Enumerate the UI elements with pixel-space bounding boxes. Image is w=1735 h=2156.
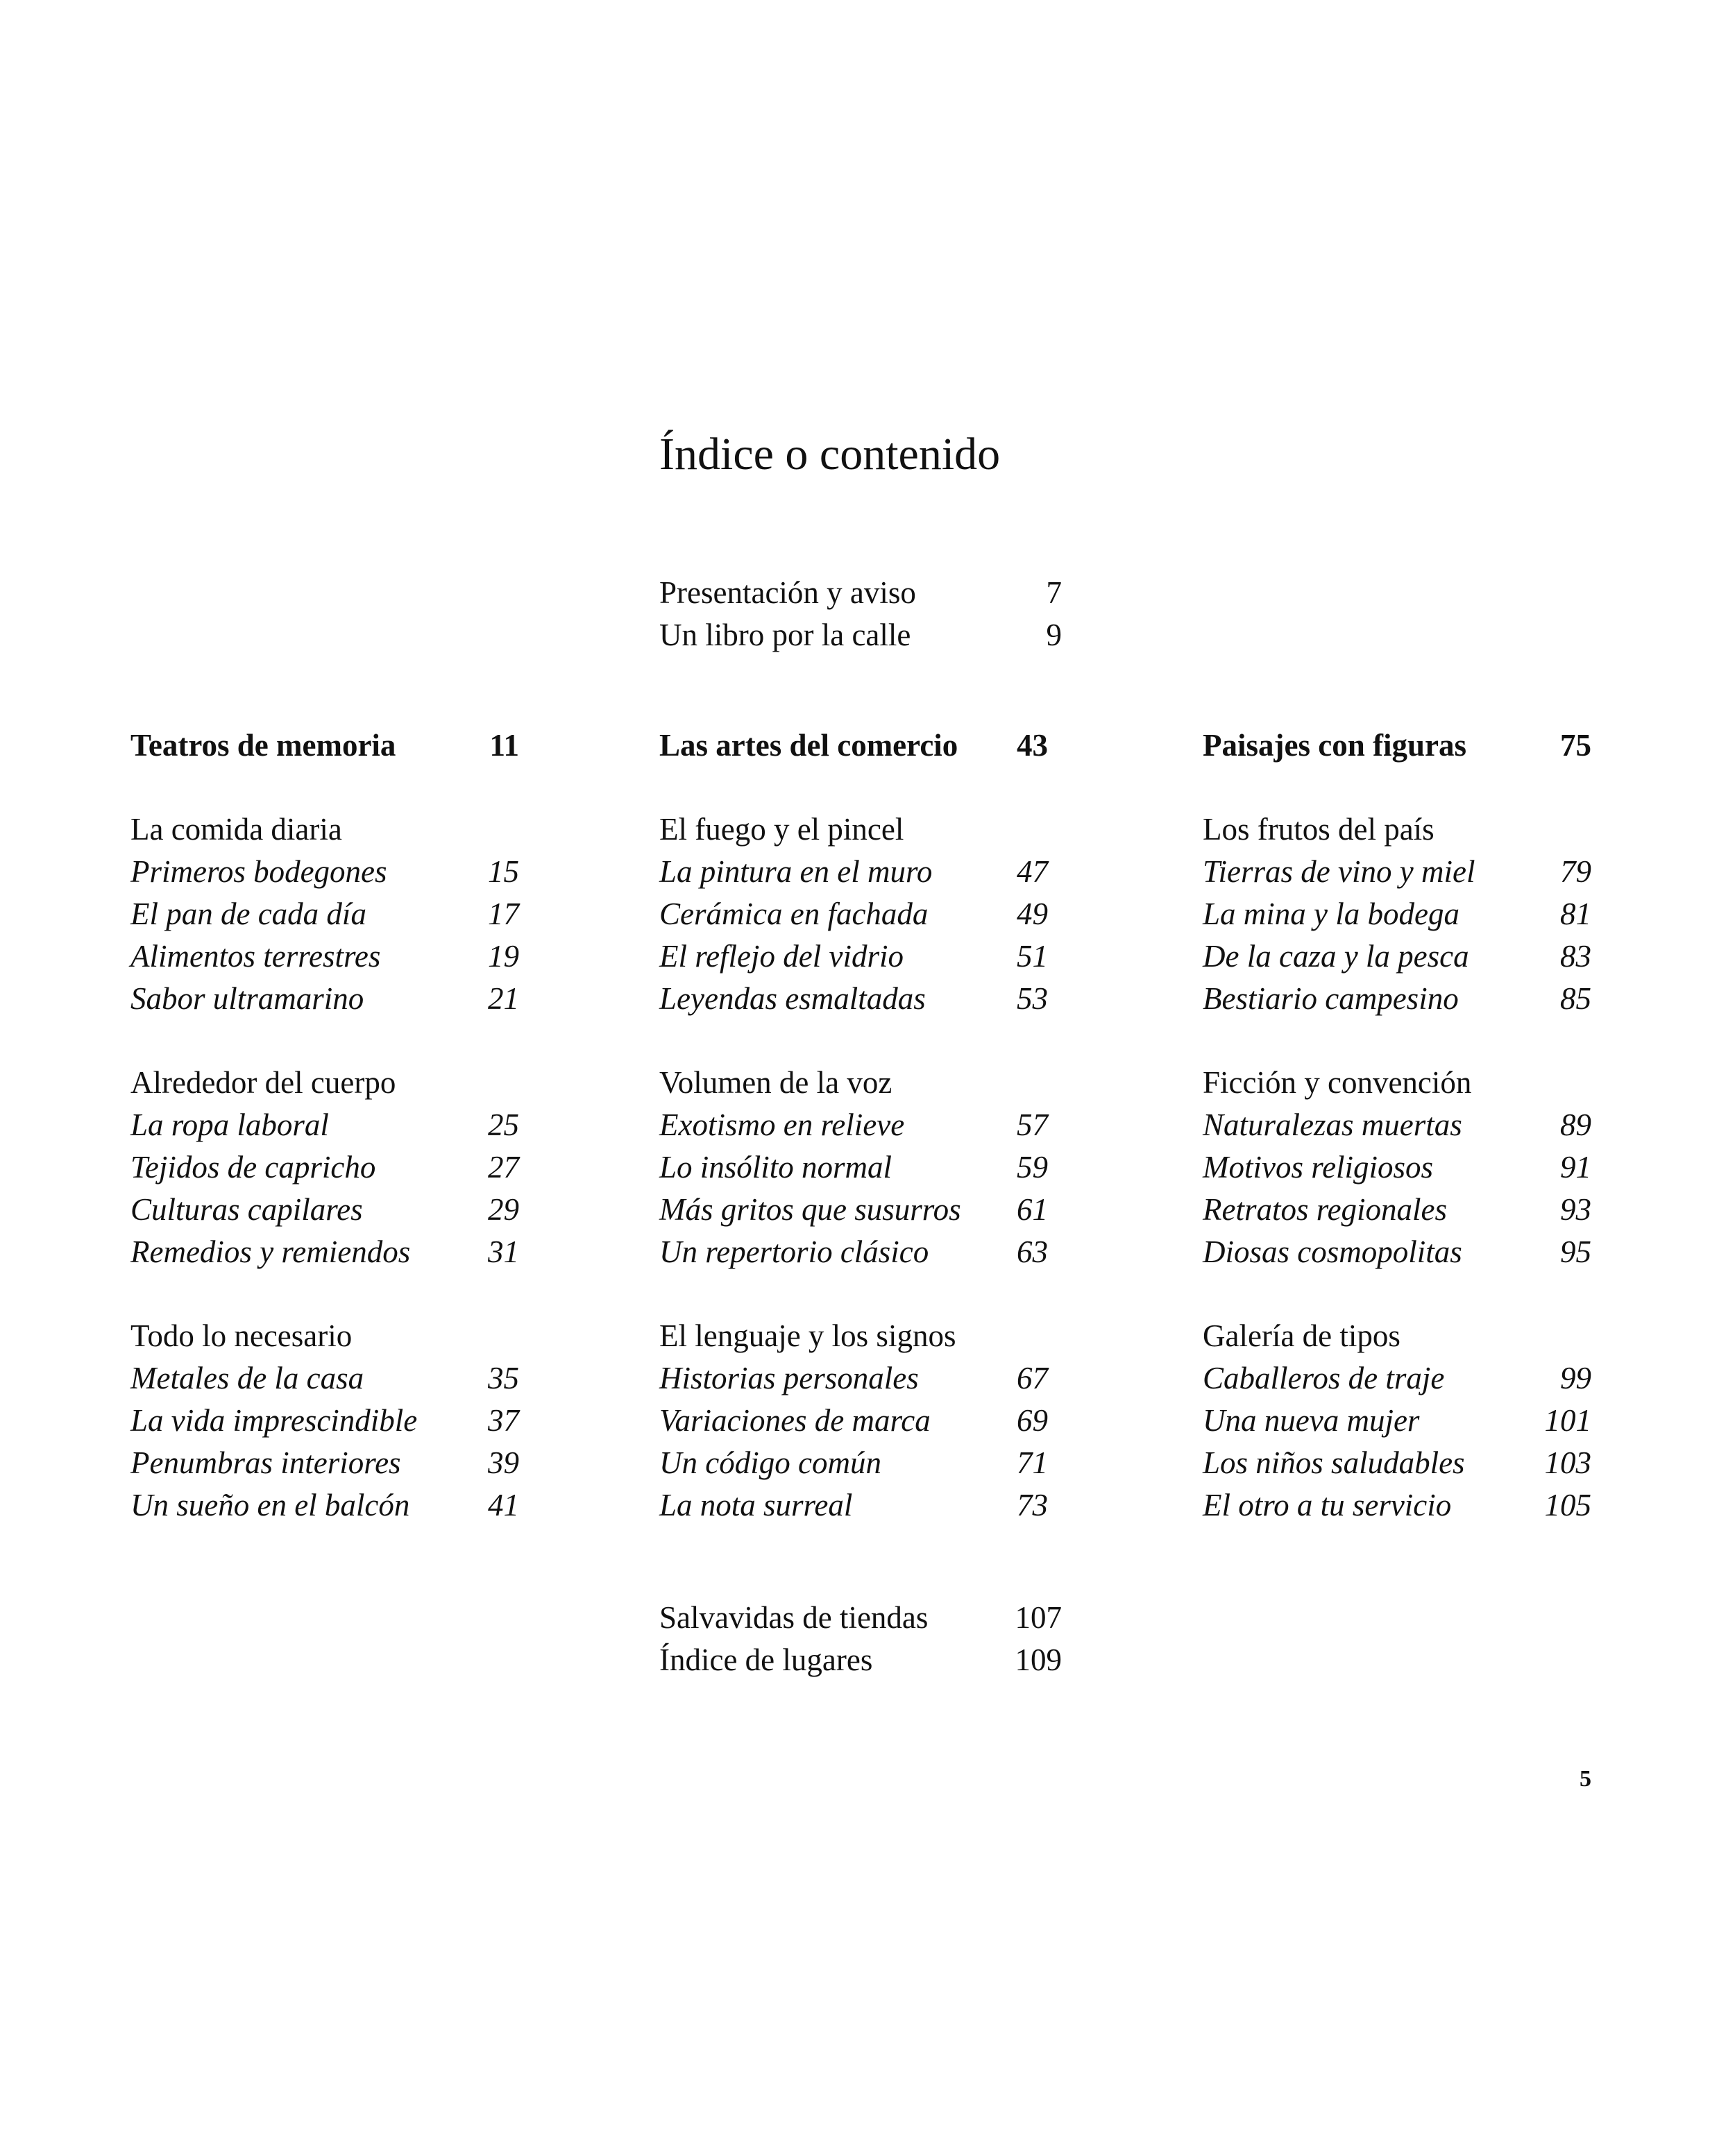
- chapter-entry[interactable]: [130, 1487, 519, 1529]
- entry-page: 37: [488, 1403, 519, 1438]
- chapter-entry[interactable]: [1203, 981, 1591, 1023]
- entry-title: Leyendas esmaltadas: [659, 981, 926, 1016]
- chapter-entry[interactable]: [1203, 1487, 1591, 1529]
- section-heading[interactable]: [659, 1318, 1048, 1360]
- section-group: [130, 811, 519, 1023]
- chapter-entry[interactable]: [130, 1191, 519, 1234]
- entry-title: Una nueva mujer: [1203, 1403, 1420, 1438]
- chapter-entry[interactable]: [130, 981, 519, 1023]
- entry-page: 101: [1544, 1403, 1591, 1438]
- entry-page: 29: [488, 1192, 519, 1227]
- section-group: [1203, 1064, 1591, 1276]
- chapter-entry[interactable]: [130, 1360, 519, 1402]
- page-number: 5: [1580, 1766, 1591, 1792]
- entry-page: 59: [1017, 1150, 1048, 1185]
- entry-page: 73: [1017, 1488, 1048, 1522]
- entry-page: 57: [1017, 1107, 1048, 1142]
- chapter-entry[interactable]: [659, 1191, 1048, 1234]
- entry-page: 11: [489, 728, 519, 763]
- chapter-entry[interactable]: [130, 896, 519, 938]
- entry-page: 15: [488, 854, 519, 889]
- entry-page: 99: [1560, 1361, 1591, 1395]
- chapter-entry[interactable]: [659, 1360, 1048, 1402]
- toc-entry[interactable]: [659, 575, 1062, 617]
- entry-page: 17: [488, 897, 519, 931]
- section-heading-text: Alrededor del cuerpo: [130, 1065, 396, 1100]
- section-heading[interactable]: [659, 1064, 1048, 1107]
- entry-title: El pan de cada día: [130, 897, 366, 931]
- section-heading-text: La comida diaria: [130, 812, 342, 847]
- section-heading-text: Galería de tipos: [1203, 1318, 1400, 1353]
- section-heading-text: Todo lo necesario: [130, 1318, 353, 1353]
- toc-entry[interactable]: [659, 1642, 1062, 1684]
- entry-page: 39: [488, 1445, 519, 1480]
- chapter-entry[interactable]: [659, 1402, 1048, 1445]
- entry-title: Más gritos que susurros: [659, 1192, 961, 1227]
- section-heading-text: Ficción y convención: [1203, 1065, 1472, 1100]
- chapter-entry[interactable]: [1203, 1445, 1591, 1487]
- entry-page: 69: [1017, 1403, 1048, 1438]
- toc-entry[interactable]: [659, 1599, 1062, 1642]
- section-heading[interactable]: [659, 811, 1048, 854]
- entry-title: Lo insólito normal: [659, 1150, 892, 1185]
- entry-title: Los niños saludables: [1203, 1445, 1465, 1480]
- chapter-entry[interactable]: [1203, 938, 1591, 981]
- entry-title: Metales de la casa: [130, 1361, 364, 1395]
- entry-title: El otro a tu servicio: [1203, 1488, 1452, 1522]
- entry-page: 53: [1017, 981, 1048, 1016]
- entry-page: 19: [488, 939, 519, 974]
- chapter-entry[interactable]: [1203, 1234, 1591, 1276]
- entry-title: La mina y la bodega: [1203, 897, 1459, 931]
- entry-title: Tejidos de capricho: [130, 1150, 376, 1185]
- entry-title: Salvavidas de tiendas: [659, 1600, 929, 1635]
- entry-page: 27: [488, 1150, 519, 1185]
- entry-page: 75: [1560, 728, 1591, 763]
- chapter-entry[interactable]: [130, 854, 519, 896]
- outro-list: [659, 1599, 1062, 1684]
- section-heading-text: Los frutos del país: [1203, 812, 1434, 847]
- section-group: [659, 811, 1048, 1023]
- entry-page: 91: [1560, 1150, 1591, 1185]
- entry-title: Primeros bodegones: [130, 854, 387, 889]
- entry-title: Un código común: [659, 1445, 881, 1480]
- chapter-entry[interactable]: [659, 938, 1048, 981]
- entry-title: Penumbras interiores: [130, 1445, 401, 1480]
- entry-title: Un sueño en el balcón: [130, 1488, 410, 1522]
- entry-title: Exotismo en relieve: [659, 1107, 905, 1142]
- section-heading[interactable]: [130, 1318, 519, 1360]
- entry-title: Sabor ultramarino: [130, 981, 364, 1016]
- part-heading[interactable]: [659, 727, 1048, 770]
- chapter-entry[interactable]: [1203, 1107, 1591, 1149]
- chapter-entry[interactable]: [130, 1445, 519, 1487]
- entry-title: Culturas capilares: [130, 1192, 363, 1227]
- entry-title: Variaciones de marca: [659, 1403, 931, 1438]
- chapter-entry[interactable]: [659, 1487, 1048, 1529]
- section-group: [659, 1064, 1048, 1276]
- chapter-entry[interactable]: [1203, 1402, 1591, 1445]
- entry-page: 89: [1560, 1107, 1591, 1142]
- chapter-entry[interactable]: [130, 1402, 519, 1445]
- chapter-entry[interactable]: [659, 1149, 1048, 1191]
- entry-page: 47: [1017, 854, 1048, 889]
- entry-title: Bestiario campesino: [1203, 981, 1459, 1016]
- section-heading-text: Volumen de la voz: [659, 1065, 892, 1100]
- entry-title: Un repertorio clásico: [659, 1234, 929, 1269]
- chapter-entry[interactable]: [659, 1107, 1048, 1149]
- entry-title: Motivos religiosos: [1203, 1150, 1434, 1185]
- chapter-entry[interactable]: [659, 1445, 1048, 1487]
- toc-entry[interactable]: [659, 617, 1062, 659]
- entry-page: 67: [1017, 1361, 1048, 1395]
- entry-title: Remedios y remiendos: [130, 1234, 411, 1269]
- section-group: [659, 1318, 1048, 1529]
- chapter-entry[interactable]: [130, 1149, 519, 1191]
- section-heading-text: El lenguaje y los signos: [659, 1318, 956, 1353]
- entry-page: 31: [488, 1234, 519, 1269]
- toc-column-1: [130, 727, 519, 1529]
- entry-title: El reflejo del vidrio: [659, 939, 904, 974]
- chapter-entry[interactable]: [1203, 1191, 1591, 1234]
- entry-title: Retratos regionales: [1203, 1192, 1448, 1227]
- chapter-entry[interactable]: [659, 854, 1048, 896]
- entry-page: 93: [1560, 1192, 1591, 1227]
- chapter-entry[interactable]: [1203, 896, 1591, 938]
- entry-page: 9: [1046, 618, 1062, 652]
- toc-column-2: [659, 727, 1048, 1529]
- entry-title: La vida imprescindible: [130, 1403, 418, 1438]
- entry-page: 49: [1017, 897, 1048, 931]
- chapter-entry[interactable]: [659, 896, 1048, 938]
- chapter-entry[interactable]: [130, 938, 519, 981]
- section-heading[interactable]: [130, 811, 519, 854]
- chapter-entry[interactable]: [130, 1234, 519, 1276]
- entry-page: 85: [1560, 981, 1591, 1016]
- section-group: [130, 1064, 519, 1276]
- entry-page: 51: [1017, 939, 1048, 974]
- entry-title: Diosas cosmopolitas: [1203, 1234, 1462, 1269]
- entry-page: 95: [1560, 1234, 1591, 1269]
- entry-page: 63: [1017, 1234, 1048, 1269]
- chapter-entry[interactable]: [130, 1107, 519, 1149]
- entry-page: 41: [488, 1488, 519, 1522]
- section-heading[interactable]: [1203, 811, 1591, 854]
- entry-title: Naturalezas muertas: [1203, 1107, 1462, 1142]
- section-group: [1203, 811, 1591, 1023]
- entry-page: 79: [1560, 854, 1591, 889]
- entry-title: Un libro por la calle: [659, 618, 911, 652]
- toc-column-3: [1203, 727, 1591, 1529]
- section-heading-text: El fuego y el pincel: [659, 812, 904, 847]
- entry-page: 71: [1017, 1445, 1048, 1480]
- entry-page: 83: [1560, 939, 1591, 974]
- chapter-entry[interactable]: [659, 1234, 1048, 1276]
- part-heading[interactable]: [1203, 727, 1591, 770]
- entry-title: Cerámica en fachada: [659, 897, 929, 931]
- entry-title: La pintura en el muro: [659, 854, 933, 889]
- entry-title: Historias personales: [659, 1361, 919, 1395]
- page-title: Índice o contenido: [659, 429, 1001, 479]
- section-group: [1203, 1318, 1591, 1529]
- entry-title: De la caza y la pesca: [1203, 939, 1469, 974]
- entry-page: 35: [488, 1361, 519, 1395]
- entry-title: Índice de lugares: [659, 1643, 873, 1677]
- entry-page: 43: [1017, 728, 1048, 763]
- entry-title: Paisajes con figuras: [1203, 728, 1466, 763]
- entry-page: 61: [1017, 1192, 1048, 1227]
- chapter-entry[interactable]: [1203, 854, 1591, 896]
- entry-page: 109: [1015, 1643, 1062, 1677]
- section-heading[interactable]: [1203, 1318, 1591, 1360]
- part-heading[interactable]: [130, 727, 519, 770]
- section-heading[interactable]: [130, 1064, 519, 1107]
- entry-title: La ropa laboral: [130, 1107, 329, 1142]
- entry-page: 107: [1015, 1600, 1062, 1635]
- entry-title: Caballeros de traje: [1203, 1361, 1445, 1395]
- entry-title: Tierras de vino y miel: [1203, 854, 1475, 889]
- intro-list: [659, 575, 1062, 659]
- chapter-entry[interactable]: [1203, 1149, 1591, 1191]
- entry-page: 103: [1544, 1445, 1591, 1480]
- section-group: [130, 1318, 519, 1529]
- entry-title: Alimentos terrestres: [130, 939, 381, 974]
- entry-title: Teatros de memoria: [130, 728, 396, 763]
- entry-title: Presentación y aviso: [659, 575, 916, 610]
- entry-page: 25: [488, 1107, 519, 1142]
- entry-page: 81: [1560, 897, 1591, 931]
- chapter-entry[interactable]: [659, 981, 1048, 1023]
- entry-page: 21: [488, 981, 519, 1016]
- entry-title: La nota surreal: [659, 1488, 853, 1522]
- entry-title: Las artes del comercio: [659, 728, 958, 763]
- entry-page: 7: [1046, 575, 1062, 610]
- chapter-entry[interactable]: [1203, 1360, 1591, 1402]
- entry-page: 105: [1544, 1488, 1591, 1522]
- section-heading[interactable]: [1203, 1064, 1591, 1107]
